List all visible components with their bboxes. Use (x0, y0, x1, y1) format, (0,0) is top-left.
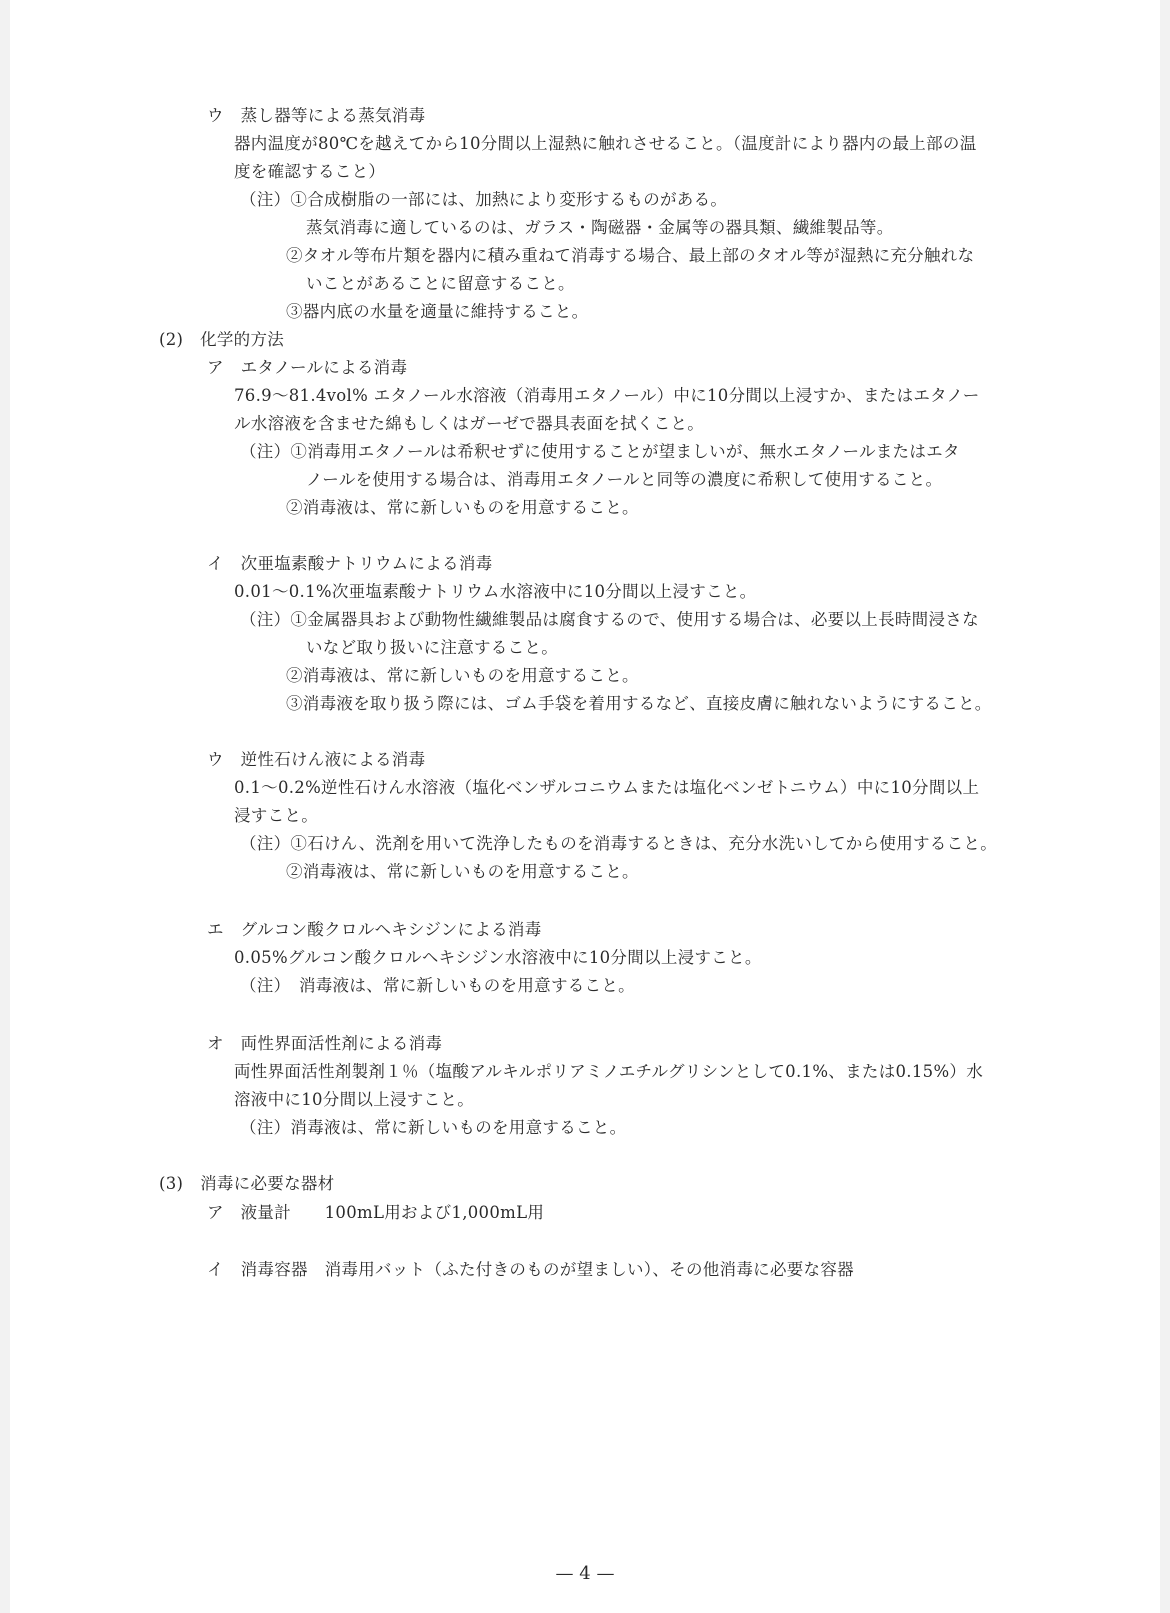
soap-heading: ウ 逆性石けん液による消毒 (207, 750, 426, 769)
soap-note-2: ②消毒液は、常に新しいものを用意すること。 (286, 862, 639, 881)
hypochlorite-note-1: （注）①金属器具および動物性繊維製品は腐食するので、使用する場合は、必要以上長時間浸さな (240, 610, 979, 629)
ethanol-note-1-cont: ノールを使用する場合は、消毒用エタノールと同等の濃度に希釈して使用すること。 (306, 470, 943, 489)
chemical-heading: (2) 化学的方法 (159, 330, 285, 349)
page-number: — 4 — (555, 1563, 615, 1584)
amphoteric-body: 両性界面活性剤製剤１％（塩酸アルキルポリアミノエチルグリシンとして0.1%、または0.15%）水 (234, 1062, 984, 1081)
steam-body-cont: 度を確認すること） (234, 162, 386, 181)
hypochlorite-body: 0.01～0.1%次亜塩素酸ナトリウム水溶液中に10分間以上浸すこと。 (234, 582, 757, 601)
steam-body: 器内温度が80℃を越えてから10分間以上湿熱に触れさせること。（温度計により器内の最上部の温 (234, 134, 977, 153)
hypochlorite-note-2: ②消毒液は、常に新しいものを用意すること。 (286, 666, 639, 685)
ethanol-body-cont: ル水溶液を含ませた綿もしくはガーゼで器具表面を拭くこと。 (234, 414, 705, 433)
soap-body: 0.1～0.2%逆性石けん水溶液（塩化ベンザルコニウムまたは塩化ベンゼトニウム）中に10分間以上 (234, 778, 980, 797)
hypochlorite-heading: イ 次亜塩素酸ナトリウムによる消毒 (207, 554, 493, 573)
hypochlorite-note-1-cont: いなど取り扱いに注意すること。 (306, 638, 558, 657)
steam-heading: ウ 蒸し器等による蒸気消毒 (207, 106, 426, 125)
steam-note-3: ③器内底の水量を適量に維持すること。 (286, 302, 589, 321)
equipment-item-meter: ア 液量計 100mL用および1,000mL用 (207, 1203, 545, 1222)
ethanol-note-2: ②消毒液は、常に新しいものを用意すること。 (286, 498, 639, 517)
soap-body-cont: 浸すこと。 (234, 806, 318, 825)
equipment-item-container: イ 消毒容器 消毒用バット（ふた付きのものが望ましい）、その他消毒に必要な容器 (207, 1260, 854, 1279)
equipment-heading: (3) 消毒に必要な器材 (159, 1174, 335, 1193)
amphoteric-heading: オ 両性界面活性剤による消毒 (207, 1034, 443, 1053)
ethanol-note-1: （注）①消毒用エタノールは希釈せずに使用することが望ましいが、無水エタノールまたはエタ (240, 442, 960, 461)
steam-note-2: ②タオル等布片類を器内に積み重ねて消毒する場合、最上部のタオル等が湿熱に充分触れな (286, 246, 975, 265)
document-page (10, 0, 1160, 1613)
chlorhexidine-heading: エ グルコン酸クロルヘキシジンによる消毒 (207, 920, 542, 939)
amphoteric-note: （注）消毒液は、常に新しいものを用意すること。 (240, 1118, 627, 1137)
amphoteric-body-cont: 溶液中に10分間以上浸すこと。 (234, 1090, 474, 1109)
chlorhexidine-body: 0.05%グルコン酸クロルヘキシジン水溶液中に10分間以上浸すこと。 (234, 948, 762, 967)
ethanol-heading: ア エタノールによる消毒 (207, 358, 408, 377)
steam-note-1: （注）①合成樹脂の一部には、加熱により変形するものがある。 (240, 190, 728, 209)
chlorhexidine-note: （注） 消毒液は、常に新しいものを用意すること。 (240, 976, 635, 995)
hypochlorite-note-3: ③消毒液を取り扱う際には、ゴム手袋を着用するなど、直接皮膚に触れないようにすること。 (286, 694, 992, 713)
soap-note-1: （注）①石けん、洗剤を用いて洗浄したものを消毒するときは、充分水洗いしてから使用すること。 (240, 834, 997, 853)
ethanol-body: 76.9～81.4vol% エタノール水溶液（消毒用エタノール）中に10分間以上浸すか、またはエタノー (234, 386, 980, 405)
steam-note-2-cont: いことがあることに留意すること。 (306, 274, 575, 293)
steam-note-1-cont: 蒸気消毒に適しているのは、ガラス・陶磁器・金属等の器具類、繊維製品等。 (306, 218, 894, 237)
